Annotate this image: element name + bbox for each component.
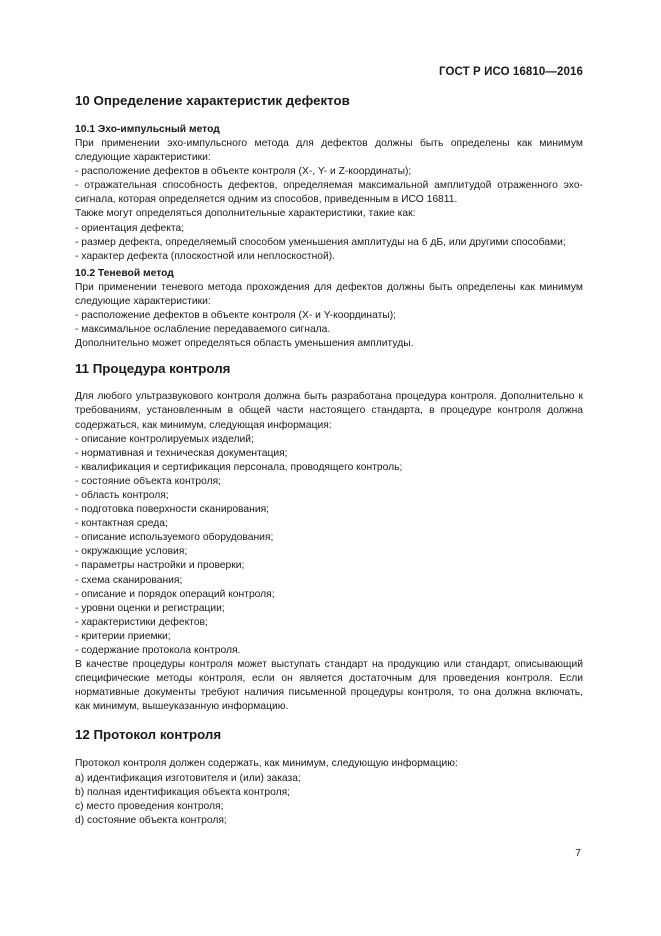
paragraph: Для любого ультразвукового контроля должна быть разработана процедура контроля. Дополнительно к требованиям, установленным в общей части настоящего стандарта, в процедуре контроля должна содержаться, как минимум, следующая информация: [75,391,583,431]
list-item: - параметры настройки и проверки; [75,560,245,572]
procedure-requirements-list [75,433,583,659]
page-number: 7 [575,848,581,859]
list-item: - характеристики дефектов; [75,616,208,628]
list-item: c) место проведения контроля; [75,800,224,812]
subsection-10-1-title: 10.1 Эхо-импульсный метод [75,124,220,135]
list-item: - максимальное ослабление передаваемого сигнала. [75,324,331,336]
list-item: - содержание протокола контроля. [75,645,241,656]
list-item: - подготовка поверхности сканирования; [75,504,270,516]
paragraph: В качестве процедуры контроля может выступать стандарт на продукцию или стандарт, описывающий специфические методы контроля, если он является достаточным для проведения контроля. Если нормативные документы требуют наличия письменной процедуры контроля, то она должна включать, как минимум, вышеуказанную информацию. [75,659,583,713]
list-item: - контактная среда; [75,518,168,530]
list-item: - окружающие условия; [75,546,188,558]
list-item: a) идентификация изготовителя и (или) заказа; [75,772,301,784]
list-item: - схема сканирования; [75,574,183,586]
list-item: b) полная идентификация объекта контроля; [75,786,291,798]
list-item: - область контроля; [75,489,169,501]
section-12-title: 12 Протокол контроля [75,727,222,743]
list-item: - критерии приемки; [75,630,171,642]
report-contents-list [75,772,583,828]
list-item: - описание используемого оборудования; [75,532,274,544]
section-10-title: 10 Определение характеристик дефектов [75,93,350,108]
paragraph: Протокол контроля должен содержать, как минимум, следующую информацию: [75,758,458,770]
list-item: - квалификация и сертификация персонала, проводящего контроль; [75,461,403,473]
paragraph: При применении эхо-импульсного метода для дефектов должны быть определены как минимум следующие характеристики: [75,138,583,164]
list-item: - расположение дефектов в объекте контроля (X-, Y- и Z-координаты); [75,166,412,178]
paragraph: Дополнительно может определяться область уменьшения амплитуды. [75,338,414,350]
list-item: - ориентация дефекта; [75,222,185,234]
list-item: - описание и порядок операций контроля; [75,588,275,600]
list-item: - характер дефекта (плоскостной или неплоскостной). [75,250,336,262]
document-id-header: ГОСТ Р ИСО 16810—2016 [438,66,583,78]
paragraph: При применении теневого метода прохождения для дефектов должны быть определены как минимум следующие характеристики: [75,281,583,307]
list-item: - отражательная способность дефектов, определяемая максимальной амплитудой отраженного эхо-сигнала, которая определяется одним из способов, приведенным в ИСО 16811. [75,180,583,206]
list-item: - размер дефекта, определяемый способом уменьшения амплитуды на 6 дБ, или другими способами; [75,236,566,248]
paragraph: Также могут определяться дополнительные характеристики, такие как: [75,208,416,220]
list-item: - нормативная и техническая документация; [75,447,288,459]
list-item: d) состояние объекта контроля; [75,814,227,826]
document-body [75,92,583,828]
subsection-10-2-title: 10.2 Теневой метод [75,267,174,279]
list-item: - описание контролируемых изделий; [75,433,254,445]
list-item: - уровни оценки и регистрации; [75,602,225,614]
section-11-title: 11 Процедура контроля [75,361,231,377]
list-item: - расположение дефектов в объекте контроля (X- и Y-координаты); [75,310,397,322]
list-item: - состояние объекта контроля; [75,475,222,487]
